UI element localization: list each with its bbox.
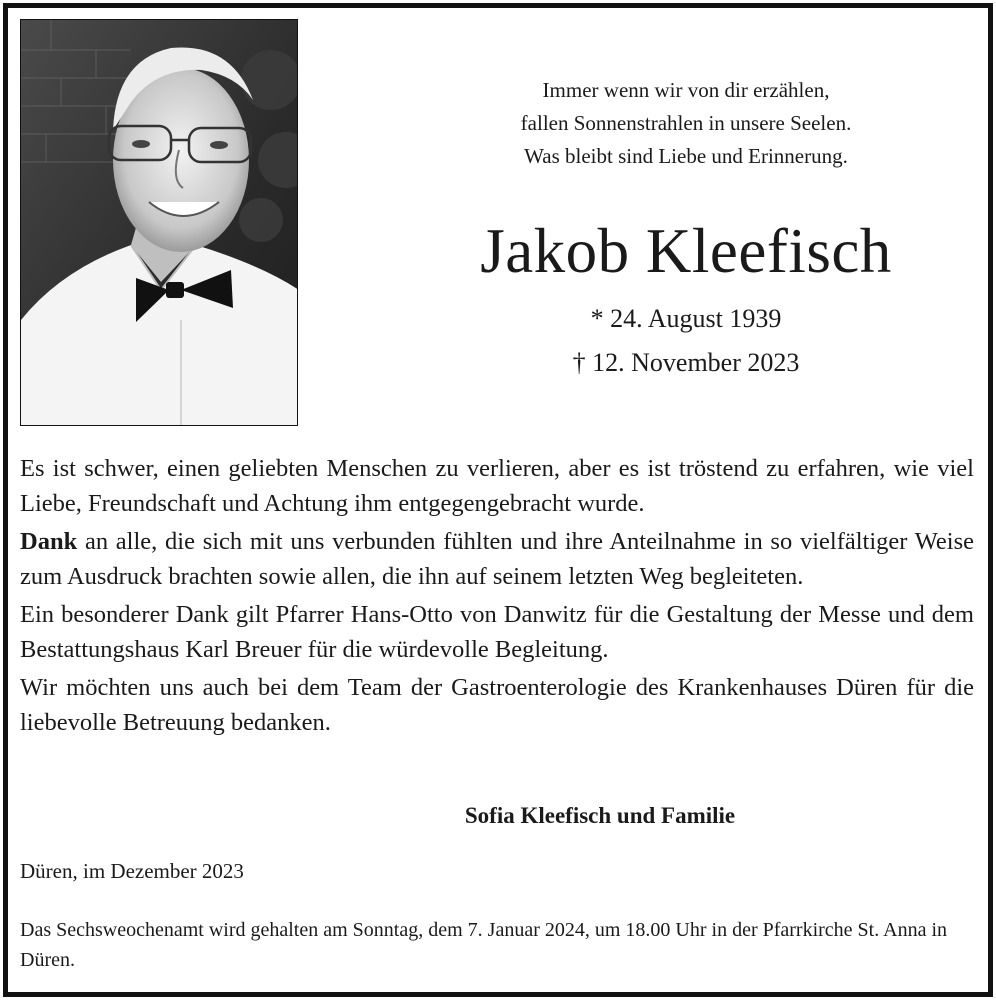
signature: Sofia Kleefisch und Familie: [464, 803, 736, 828]
paragraph-3: Ein besonderer Dank gilt Pfarrer Hans-Otto von Danwitz für die Gestaltung der Messe und dem Bestattungshaus Karl Breuer für die würdevolle Begleitung.: [20, 601, 974, 663]
quote-line-3: Was bleibt sind Liebe und Erinnerung.: [524, 144, 848, 168]
paragraph-2-text: an alle, die sich mit uns verbunden fühlten und ihre Anteilnahme in so vielfältiger Weise zum Ausdruck brachten sowie allen, die ihn auf seinem letzten Weg begleiteten.: [20, 528, 974, 590]
portrait-photo: [20, 19, 298, 426]
birth-date: * 24. August 1939: [590, 304, 782, 333]
portrait-image: [21, 20, 298, 426]
thank-you-text: [20, 451, 974, 743]
death-date: † 12. November 2023: [572, 348, 800, 377]
place-date: Düren, im Dezember 2023: [20, 859, 244, 883]
paragraph-2: [20, 524, 974, 594]
paragraph-1: Es ist schwer, einen geliebten Menschen zu verlieren, aber es ist tröstend zu erfahren, wie viel Liebe, Freundschaft und Achtung ihm entgegengebracht wurde.: [20, 455, 974, 517]
quote-line-2: fallen Sonnenstrahlen in unsere Seelen.: [520, 111, 852, 135]
life-dates: [380, 297, 992, 385]
mass-notice: Das Sechsweochenamt wird gehalten am Sonntag, dem 7. Januar 2024, um 18.00 Uhr in der Pfarrkirche St. Anna in Düren.: [20, 919, 948, 971]
dank-emphasis: Dank: [20, 528, 78, 555]
deceased-name: Jakob Kleefisch: [480, 216, 892, 286]
quote-line-1: Immer wenn wir von dir erzählen,: [542, 78, 830, 102]
memorial-quote: [380, 74, 992, 173]
paragraph-4: Wir möchten uns auch bei dem Team der Gastroenterologie des Krankenhauses Düren für die liebevolle Betreuung bedanken.: [20, 674, 974, 736]
